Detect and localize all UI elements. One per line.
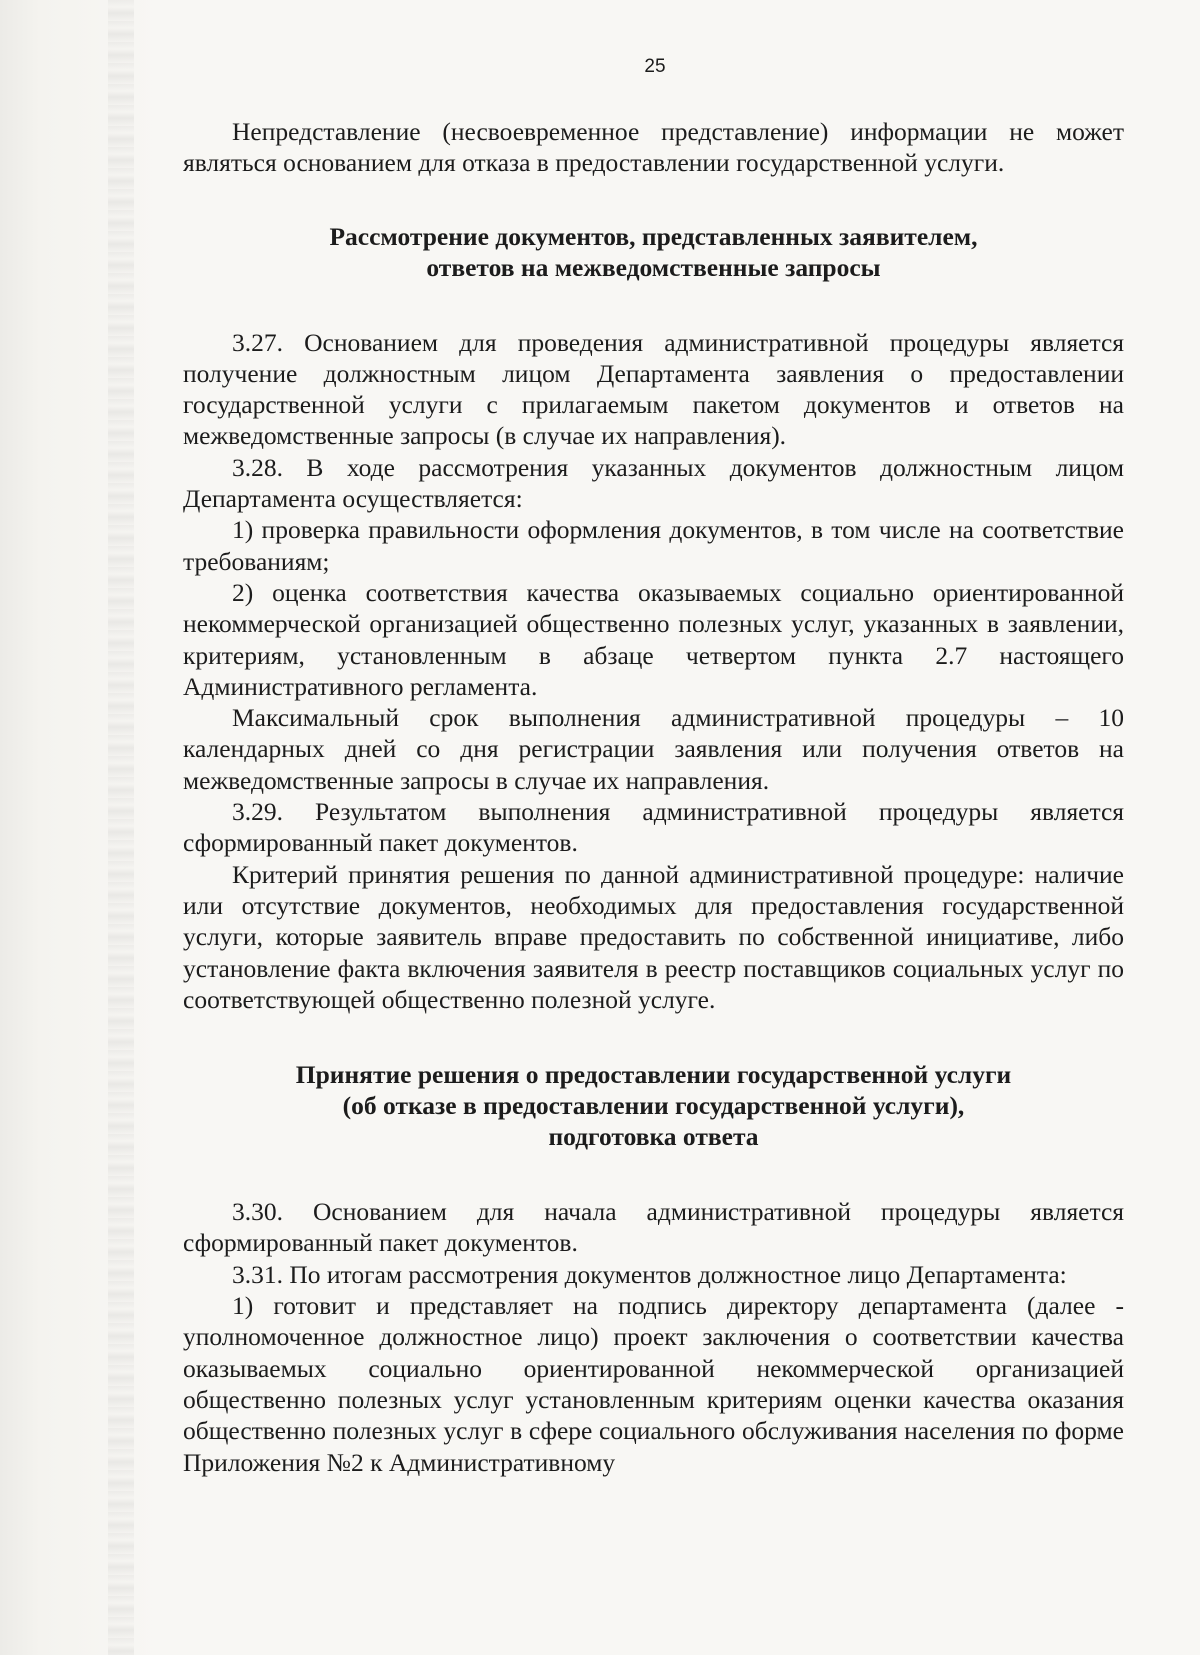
section-heading-line: (об отказе в предоставлении государственной услуги),: [342, 1091, 965, 1121]
scan-binding-edge: [108, 0, 134, 1655]
paragraph-3-27: 3.27. Основанием для проведения административной процедуры является получение должностным лицом Департамента заявления о предоставлении государственной услуги с прилагаемым пакетом документов и ответов на межведомственные запросы (в случае их направления).: [183, 327, 1124, 451]
paragraph-3-28: 3.28. В ходе рассмотрения указанных документов должностным лицом Департамента осуществляется:: [183, 452, 1124, 514]
section-heading-review-documents: [183, 221, 1124, 283]
intro-paragraph: Непредставление (несвоевременное представление) информации не может являться основанием для отказа в предоставлении государственной услуги.: [183, 117, 1124, 178]
paragraph-3-29: 3.29. Результатом выполнения административной процедуры является сформированный пакет документов.: [183, 797, 1124, 858]
list-item-1: 1) проверка правильности оформления документов, в том числе на соответствие требованиям;: [183, 515, 1124, 576]
section-heading-decision: [183, 1059, 1124, 1152]
list-item-1-prepare-draft: 1) готовит и представляет на подпись директору департамента (далее - уполномоченное должностное лицо) проект заключения о соответствии качества оказываемых социально ориентированной некоммерческой организацией общественно полезных услуг установленным критериям оценки качества оказания общественно полезных услуг в сфере социального обслуживания населения по форме Приложения №2 к Административному: [183, 1291, 1124, 1477]
paragraph-3-30: 3.30. Основанием для начала административной процедуры является сформированный пакет документов.: [183, 1197, 1124, 1258]
document-body: [183, 116, 1124, 1478]
section-heading-line: ответов на межведомственные запросы: [426, 252, 881, 282]
paragraph-max-term: Максимальный срок выполнения административной процедуры – 10 календарных дней со дня регистрации заявления или получения ответов на межведомственные запросы в случае их направления.: [183, 703, 1124, 795]
section-heading-line: Рассмотрение документов, представленных заявителем,: [329, 221, 978, 251]
section-heading-line: подготовка ответа: [548, 1122, 759, 1152]
page-number: 25: [644, 56, 666, 77]
section-heading-line: Принятие решения о предоставлении государственной услуги: [295, 1060, 1012, 1090]
paragraph-decision-criterion: Критерий принятия решения по данной административной процедуре: наличие или отсутствие документов, необходимых для предоставления государственной услуги, которые заявитель вправе предоставить по собственной инициативе, либо установление факта включения заявителя в реестр поставщиков социальных услуг по соответствующей общественно полезной услуге.: [183, 859, 1124, 1014]
paragraph-3-31: 3.31. По итогам рассмотрения документов должностное лицо Департамента:: [232, 1259, 1067, 1289]
list-item-2: 2) оценка соответствия качества оказываемых социально ориентированной некоммерческой организацией общественно полезных услуг, указанных в заявлении, критериям, установленным в абзаце четвертом пункта 2.7 настоящего Административного регламента.: [183, 577, 1124, 701]
